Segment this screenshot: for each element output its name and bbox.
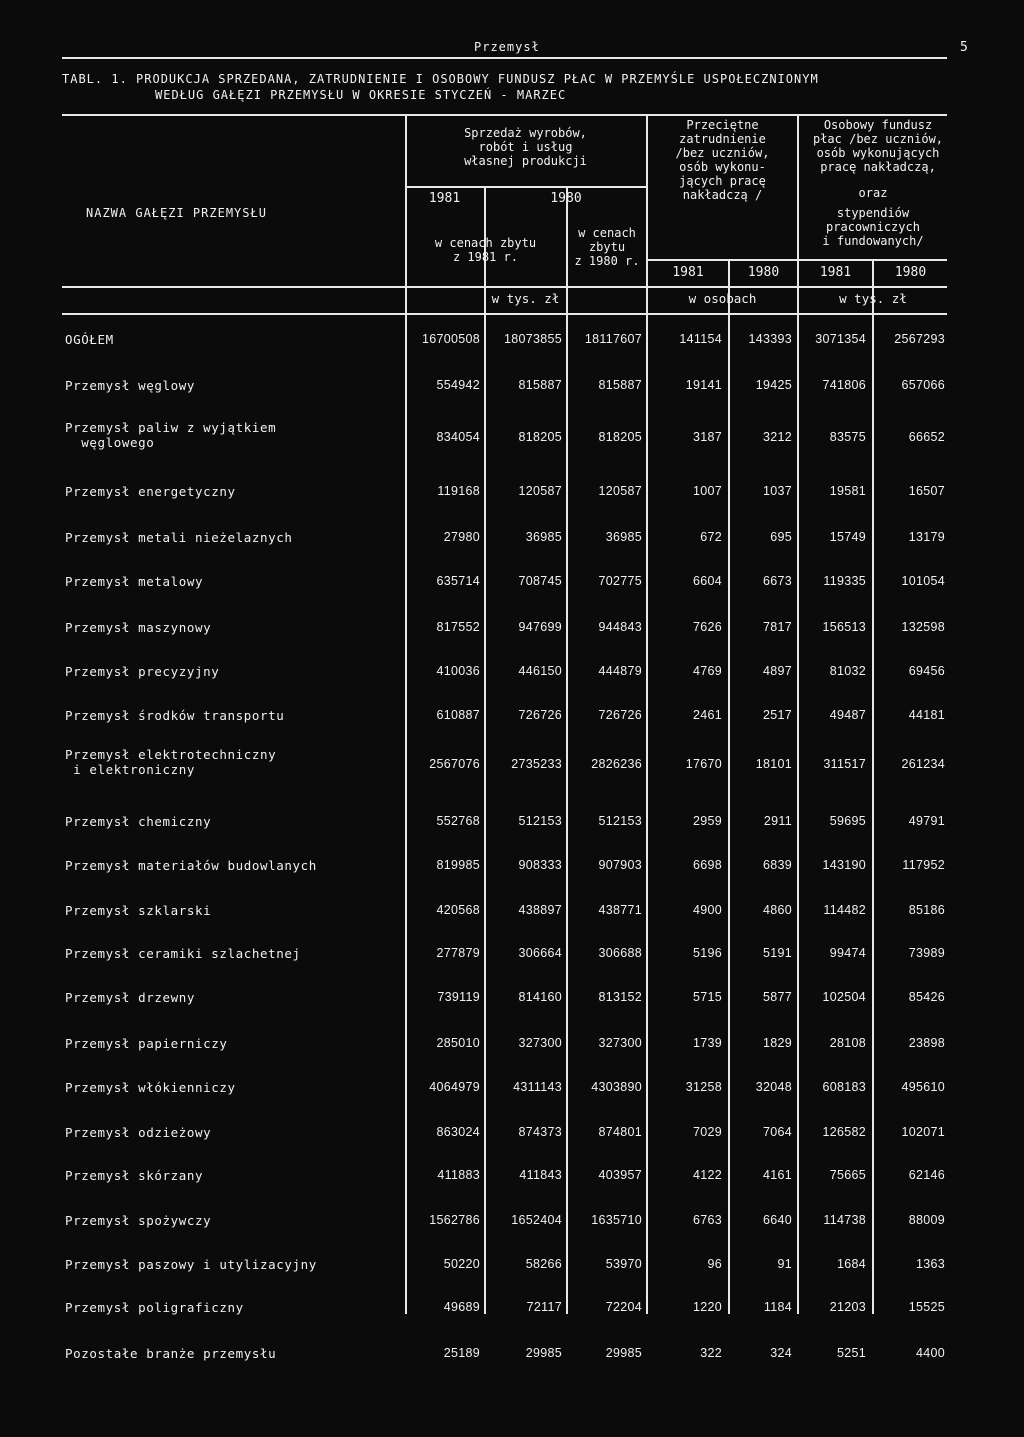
table-cell: 32048: [755, 1080, 792, 1094]
table-cell: 143190: [822, 858, 866, 872]
table-cell: 1037: [762, 484, 792, 498]
table-cell: 874373: [518, 1125, 562, 1139]
table-cell: 672: [700, 530, 722, 544]
table-cell: 21203: [829, 1300, 866, 1314]
table-cell: 2735233: [511, 757, 562, 771]
table-cell: 156513: [822, 620, 866, 634]
emp-year-1980: 1980: [747, 265, 780, 280]
table-cell: 101054: [901, 574, 945, 588]
table-cell: 119335: [823, 574, 866, 588]
row-label: Przemysł skórzany: [65, 1168, 204, 1183]
table-cell: 2517: [762, 708, 792, 722]
table-cell: 75665: [829, 1168, 866, 1182]
table-cell: 19141: [685, 378, 722, 392]
table-cell: 874801: [598, 1125, 642, 1139]
table-cell: 102071: [901, 1125, 945, 1139]
table-cell: 702775: [598, 574, 642, 588]
wage-fund-subheader: stypendiów pracowniczych i fundowanych/: [822, 206, 924, 248]
row-label: Przemysł metali nieżelaznych: [65, 530, 293, 545]
table-cell: 726726: [598, 708, 642, 722]
table-cell: 908333: [518, 858, 562, 872]
table-cell: 261234: [901, 757, 945, 771]
sales-prices-1980: w cenach zbytu z 1980 r.: [574, 226, 640, 268]
employment-header: Przeciętne zatrudnienie /bez uczniów, osób wykonu- jących pracę nakładczą /: [675, 118, 770, 202]
table-cell: 5877: [762, 990, 792, 1004]
table-cell: 834054: [436, 430, 480, 444]
wage-fund-unit: w tys. zł: [839, 291, 907, 306]
table-cell: 1363: [915, 1257, 945, 1271]
table-cell: 708745: [518, 574, 562, 588]
table-cell: 18117607: [584, 332, 642, 346]
table-top-rule: [62, 114, 947, 116]
row-label: Przemysł paszowy i utylizacyjny: [65, 1257, 317, 1272]
table-cell: 2959: [692, 814, 722, 828]
table-cell: 327300: [518, 1036, 562, 1050]
sales-year-1980: 1980: [550, 191, 582, 206]
wage-year-1981: 1981: [819, 265, 852, 280]
table-cell: 411843: [519, 1168, 562, 1182]
table-cell: 3187: [692, 430, 722, 444]
table-cell: 141154: [679, 332, 722, 346]
row-label: Przemysł włókienniczy: [65, 1080, 236, 1095]
table-cell: 741806: [822, 378, 866, 392]
page-number: 5: [960, 40, 968, 55]
table-cell: 403957: [598, 1168, 642, 1182]
table-cell: 117952: [902, 858, 945, 872]
table-cell: 120587: [518, 484, 562, 498]
header-rule: [62, 57, 947, 59]
table-cell: 5251: [836, 1346, 866, 1360]
table-cell: 4897: [762, 664, 792, 678]
table-cell: 1635710: [591, 1213, 642, 1227]
table-cell: 28108: [829, 1036, 866, 1050]
table-cell: 411883: [437, 1168, 480, 1182]
table-cell: 91: [777, 1257, 792, 1271]
sales-header: Sprzedaż wyrobów, robót i usług własnej produkcji: [464, 126, 587, 168]
table-cell: 446150: [518, 664, 562, 678]
table-cell: 6839: [762, 858, 792, 872]
row-label: Przemysł drzewny: [65, 990, 196, 1005]
table-cell: 1652404: [511, 1213, 562, 1227]
row-label: Przemysł środków transportu: [65, 708, 285, 723]
table-cell: 657066: [901, 378, 945, 392]
table-title-line2: WEDŁUG GAŁĘZI PRZEMYSŁU W OKRESIE STYCZEŃ - MARZEC: [155, 88, 567, 102]
row-label: Przemysł chemiczny: [65, 814, 212, 829]
table-cell: 49689: [443, 1300, 480, 1314]
table-cell: 18073855: [503, 332, 562, 346]
table-cell: 7817: [762, 620, 792, 634]
table-cell: 18101: [755, 757, 792, 771]
table-cell: 7064: [762, 1125, 792, 1139]
table-cell: 15749: [829, 530, 866, 544]
table-cell: 7029: [692, 1125, 722, 1139]
row-label: OGÓŁEM: [65, 332, 114, 347]
table-cell: 16507: [908, 484, 945, 498]
table-cell: 58266: [525, 1257, 562, 1271]
table-cell: 114738: [823, 1213, 866, 1227]
table-cell: 306688: [598, 946, 642, 960]
table-cell: 36985: [605, 530, 642, 544]
table-cell: 5715: [692, 990, 722, 1004]
table-cell: 420568: [436, 903, 480, 917]
table-cell: 99474: [829, 946, 866, 960]
table-cell: 6673: [762, 574, 792, 588]
table-cell: 62146: [908, 1168, 945, 1182]
row-label: Przemysł poligraficzny: [65, 1300, 244, 1315]
table-cell: 814160: [518, 990, 562, 1004]
table-cell: 4064979: [429, 1080, 480, 1094]
row-label: Przemysł precyzyjny: [65, 664, 220, 679]
table-cell: 813152: [598, 990, 642, 1004]
table-cell: 2567293: [894, 332, 945, 346]
table-cell: 25189: [443, 1346, 480, 1360]
row-label: Przemysł maszynowy: [65, 620, 212, 635]
wage-fund-header: Osobowy fundusz płac /bez uczniów, osób wykonujących pracę nakładczą,: [812, 118, 944, 174]
table-cell: 817552: [436, 620, 480, 634]
table-cell: 6698: [692, 858, 722, 872]
table-cell: 27980: [443, 530, 480, 544]
table-cell: 2826236: [591, 757, 642, 771]
table-cell: 2911: [763, 814, 792, 828]
employment-unit: w osobach: [688, 291, 757, 306]
table-cell: 49487: [829, 708, 866, 722]
table-cell: 72117: [526, 1300, 562, 1314]
table-cell: 554942: [436, 378, 480, 392]
table-cell: 5196: [692, 946, 722, 960]
table-cell: 4122: [692, 1168, 722, 1182]
table-cell: 16700508: [421, 332, 480, 346]
table-cell: 818205: [518, 430, 562, 444]
table-cell: 444879: [598, 664, 642, 678]
table-cell: 311517: [823, 757, 866, 771]
wage-fund-oraz: oraz: [858, 186, 888, 200]
table-cell: 944843: [598, 620, 642, 634]
table-cell: 1684: [836, 1257, 866, 1271]
table-cell: 69456: [908, 664, 945, 678]
table-cell: 6763: [692, 1213, 722, 1227]
table-cell: 2461: [692, 708, 722, 722]
table-cell: 610887: [436, 708, 480, 722]
table-cell: 29985: [525, 1346, 562, 1360]
table-cell: 49791: [908, 814, 945, 828]
table-cell: 322: [700, 1346, 722, 1360]
table-cell: 85186: [908, 903, 945, 917]
table-cell: 59695: [829, 814, 866, 828]
table-cell: 19581: [829, 484, 866, 498]
table-cell: 23898: [908, 1036, 945, 1050]
table-cell: 31258: [685, 1080, 722, 1094]
sales-year-1981: 1981: [428, 191, 461, 206]
table-cell: 815887: [518, 378, 562, 392]
table-cell: 3212: [762, 430, 792, 444]
table-cell: 608183: [822, 1080, 866, 1094]
sales-unit: w tys. zł: [491, 291, 560, 306]
emp-year-1981: 1981: [672, 265, 704, 280]
row-label: Przemysł materiałów budowlanych: [65, 858, 317, 873]
table-cell: 53970: [605, 1257, 642, 1271]
header-mid-rule: [62, 286, 947, 288]
row-label: Przemysł metalowy: [65, 574, 204, 589]
table-cell: 1739: [692, 1036, 722, 1050]
table-cell: 4860: [762, 903, 792, 917]
row-label: Przemysł spożywczy: [65, 1213, 212, 1228]
table-cell: 635714: [436, 574, 480, 588]
branch-column-header: NAZWA GAŁĘZI PRZEMYSŁU: [86, 206, 267, 220]
table-cell: 119168: [437, 484, 480, 498]
table-cell: 1184: [763, 1300, 792, 1314]
row-label: Przemysł elektrotechniczny i elektroniczny: [65, 747, 277, 777]
table-title-line1: TABL. 1. PRODUKCJA SPRZEDANA, ZATRUDNIENIE I OSOBOWY FUNDUSZ PŁAC W PRZEMYŚLE USPOŁECZNIONYM: [62, 72, 819, 86]
wage-year-1980: 1980: [894, 265, 927, 280]
row-label: Pozostałe branże przemysłu: [65, 1346, 277, 1361]
table-cell: 85426: [908, 990, 945, 1004]
table-cell: 44181: [908, 708, 945, 722]
table-cell: 512153: [518, 814, 562, 828]
table-cell: 4769: [692, 664, 722, 678]
sales-year-rule: [405, 186, 646, 188]
table-cell: 132598: [901, 620, 945, 634]
table-cell: 739119: [437, 990, 480, 1004]
table-cell: 4161: [762, 1168, 792, 1182]
table-cell: 495610: [901, 1080, 945, 1094]
table-cell: 552768: [436, 814, 480, 828]
row-label: Przemysł paliw z wyjątkiem węglowego: [65, 420, 277, 450]
table-cell: 73989: [908, 946, 945, 960]
col-line-3: [566, 186, 568, 1314]
table-cell: 438771: [598, 903, 642, 917]
table-cell: 15525: [908, 1300, 945, 1314]
table-cell: 120587: [598, 484, 642, 498]
table-cell: 6640: [762, 1213, 792, 1227]
table-cell: 1007: [692, 484, 722, 498]
table-cell: 7626: [692, 620, 722, 634]
table-cell: 17670: [685, 757, 722, 771]
table-cell: 907903: [598, 858, 642, 872]
table-cell: 88009: [908, 1213, 945, 1227]
table-cell: 327300: [598, 1036, 642, 1050]
table-cell: 2567076: [429, 757, 480, 771]
table-cell: 3071354: [815, 332, 866, 346]
table-cell: 4900: [692, 903, 722, 917]
table-cell: 726726: [518, 708, 562, 722]
row-label: Przemysł ceramiki szlachetnej: [65, 946, 301, 961]
table-cell: 114482: [823, 903, 866, 917]
row-label: Przemysł energetyczny: [65, 484, 236, 499]
table-cell: 72204: [605, 1300, 642, 1314]
row-label: Przemysł papierniczy: [65, 1036, 228, 1051]
table-cell: 50220: [443, 1257, 480, 1271]
table-cell: 83575: [829, 430, 866, 444]
table-cell: 512153: [598, 814, 642, 828]
table-cell: 863024: [436, 1125, 480, 1139]
table-cell: 6604: [692, 574, 722, 588]
table-cell: 5191: [762, 946, 792, 960]
col-line-5: [728, 259, 730, 1314]
table-cell: 102504: [822, 990, 866, 1004]
table-cell: 1220: [692, 1300, 722, 1314]
table-cell: 815887: [598, 378, 642, 392]
table-cell: 947699: [518, 620, 562, 634]
table-cell: 1562786: [429, 1213, 480, 1227]
table-cell: 13179: [908, 530, 945, 544]
table-cell: 81032: [829, 664, 866, 678]
running-title: Przemysł: [474, 40, 540, 54]
col-line-2: [484, 186, 486, 1314]
table-cell: 819985: [436, 858, 480, 872]
row-label: Przemysł węglowy: [65, 378, 196, 393]
table-cell: 4400: [915, 1346, 945, 1360]
header-bottom-rule: [62, 313, 947, 315]
row-label: Przemysł odzieżowy: [65, 1125, 212, 1140]
table-cell: 29985: [605, 1346, 642, 1360]
sales-prices-1981: w cenach zbytu z 1981 r.: [434, 236, 537, 264]
table-cell: 96: [707, 1257, 722, 1271]
col-line-7: [872, 259, 874, 1314]
table-cell: 66652: [908, 430, 945, 444]
table-cell: 277879: [436, 946, 480, 960]
table-cell: 324: [770, 1346, 792, 1360]
table-cell: 19425: [755, 378, 792, 392]
table-cell: 1829: [762, 1036, 792, 1050]
table-cell: 818205: [598, 430, 642, 444]
table-cell: 4311143: [513, 1080, 562, 1094]
table-cell: 285010: [436, 1036, 480, 1050]
table-cell: 36985: [525, 530, 562, 544]
table-cell: 306664: [518, 946, 562, 960]
table-cell: 695: [770, 530, 792, 544]
table-cell: 438897: [518, 903, 562, 917]
table-cell: 4303890: [591, 1080, 642, 1094]
table-cell: 126582: [822, 1125, 866, 1139]
table-cell: 143393: [748, 332, 792, 346]
table-cell: 410036: [436, 664, 480, 678]
row-label: Przemysł szklarski: [65, 903, 212, 918]
